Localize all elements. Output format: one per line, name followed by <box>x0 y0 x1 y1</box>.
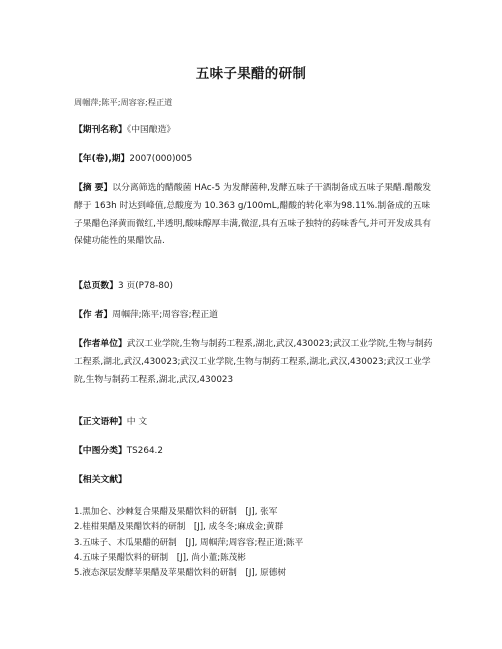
author-field-value: 周帼萍;陈平;周容容;程正道 <box>112 310 218 320</box>
year-issue-field <box>74 151 434 169</box>
language-value: 中 文 <box>126 417 148 427</box>
year-issue-value: 2007(000)005 <box>129 154 193 164</box>
abstract-label: 【摘 要】 <box>74 183 113 193</box>
pages-value: 3 页(P78-80) <box>118 281 173 291</box>
affiliation-label: 【作者单位】 <box>74 339 127 349</box>
classification-label: 【中图分类】 <box>74 446 127 456</box>
author-line: 周帼萍;陈平;周容容;程正道 <box>74 97 173 107</box>
reference-item: 3.五味子、木瓜果醋的研制 [J], 周帼萍;周容容;程正道;陈平 <box>74 537 304 548</box>
language-label: 【正文语种】 <box>74 417 127 427</box>
reference-item: 2.桂柑果醋及果醋饮料的研制 [J], 成冬冬;麻成金;黄群 <box>74 522 284 533</box>
year-issue-label: 【年(卷),期】 <box>74 154 130 164</box>
abstract-field <box>74 180 434 251</box>
journal-label: 【期刊名称】 <box>74 125 127 135</box>
classification-field <box>74 443 434 461</box>
document-title: 五味子果醋的研制 <box>195 66 307 82</box>
journal-value: 《中国酿造》 <box>126 125 176 135</box>
author-field <box>74 307 434 325</box>
related-literature-label: 【相关文献】 <box>74 475 127 485</box>
classification-value: TS264.2 <box>126 446 163 456</box>
reference-item: 4.五味子果醋饮料的研制 [J], 尚小董;陈茂彬 <box>74 552 246 563</box>
affiliation-field <box>74 336 434 389</box>
affiliation-value: 武汉工业学院,生物与制药工程系,湖北,武汉,430023;武汉工业学院,生物与制药工程系,湖北,武汉,430023;武汉工业学院,生物与制药工程系,湖北,武汉,430023;武汉工业学院,生物与制药工程系,湖北,武汉,430023 <box>74 339 433 385</box>
reference-list <box>74 505 434 581</box>
author-field-label: 【作 者】 <box>74 310 113 320</box>
pages-label: 【总页数】 <box>74 281 118 291</box>
related-literature-heading <box>74 472 434 490</box>
pages-field <box>74 278 434 296</box>
reference-item: 1.黑加仑、沙棘复合果醋及果醋饮料的研制 [J], 张军 <box>74 507 278 517</box>
abstract-value: 以分离筛选的醋酸菌 HAc-5 为发酵菌种,发酵五味子干酒制备成五味子果醋.醋酸发酵于 163h 时达到峰值,总酸度为 10.363 g/100mL,醋酸的转化率为98.11%.制备成的五味子果醋色泽黄而微红,半透明,酸味醇厚丰满,微涩,具有五味子独特的药味香气,并可开发成具有保健功能性的果醋饮品. <box>74 183 432 247</box>
journal-field <box>74 122 434 140</box>
language-field <box>74 414 434 432</box>
reference-item: 5.液态深层发酵苹果醋及苹果醋饮料的研制 [J], 原德树 <box>74 568 286 579</box>
